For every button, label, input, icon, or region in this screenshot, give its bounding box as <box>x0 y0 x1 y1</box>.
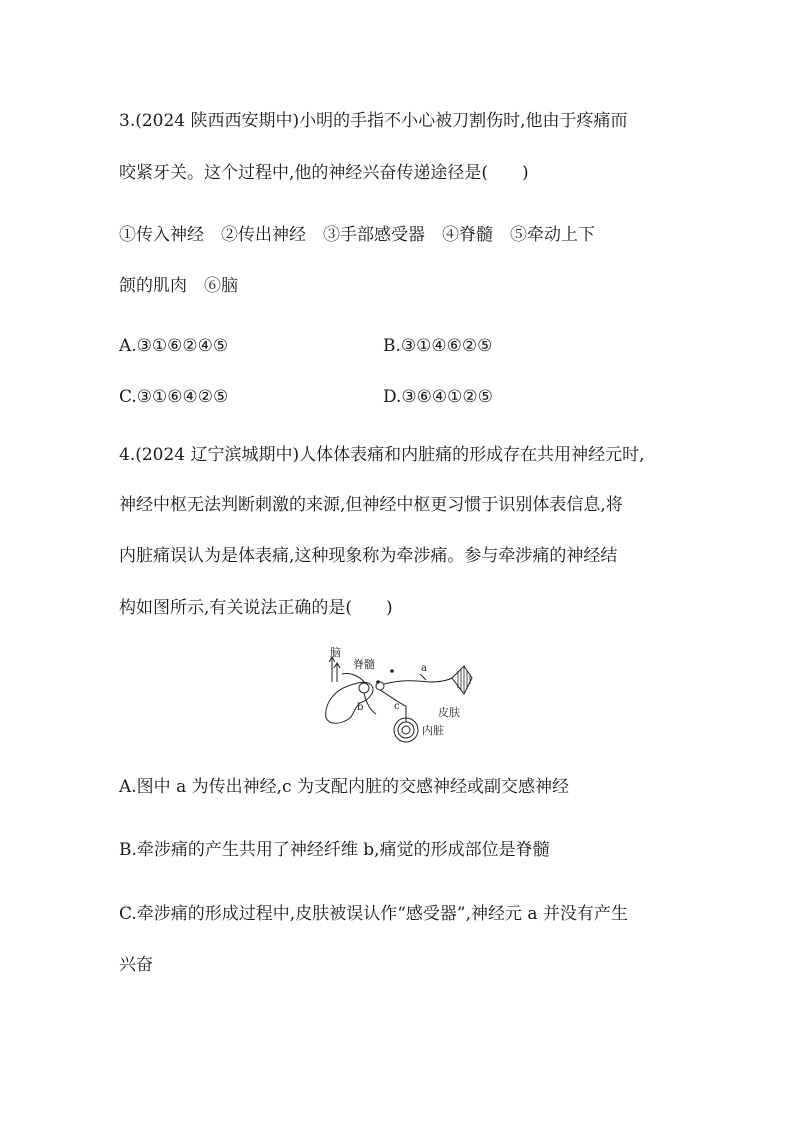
label-a: a <box>421 663 427 674</box>
q4-option-b[interactable]: B.牵涉痛的产生共用了神经纤维 b,痛觉的形成部位是脊髓 <box>119 840 550 860</box>
skin-receptor <box>452 666 472 694</box>
q3-option-c[interactable]: C.③①⑥④②⑤ <box>119 387 229 407</box>
q3-items-line-2: 颌的肌肉 ⑥脑 <box>119 276 238 296</box>
q3-stem-line-2: 咬紧牙关。这个过程中,他的神经兴奋传递途径是( ) <box>119 163 529 183</box>
q3-option-a[interactable]: A.③①⑥②④⑤ <box>119 336 229 356</box>
q3-option-b[interactable]: B.③①④⑥②⑤ <box>383 336 493 356</box>
fiber-c <box>380 690 406 706</box>
q3-items-line-1: ①传入神经 ②传出神经 ③手部感受器 ④脊髓 ⑤牵动上下 <box>119 225 595 245</box>
q4-option-c-line-2[interactable]: 兴奋 <box>119 955 153 975</box>
label-c: c <box>394 701 400 712</box>
nerve-structure-diagram <box>320 644 480 744</box>
q4-stem-line-2: 神经中枢无法判断刺激的来源,但神经中枢更习惯于识别体表信息,将 <box>119 495 623 515</box>
q3-option-d[interactable]: D.③⑥④①②⑤ <box>383 387 493 407</box>
stimulus-dot-1 <box>390 669 394 673</box>
label-b: b <box>357 702 364 713</box>
q4-stem-line-4: 构如图所示,有关说法正确的是( ) <box>119 598 393 618</box>
viscera-middle <box>398 722 414 738</box>
q4-option-a[interactable]: A.图中 a 为传出神经,c 为支配内脏的交感神经或副交感神经 <box>119 777 569 797</box>
label-skin: 皮肤 <box>438 706 460 719</box>
fiber-a <box>384 678 452 684</box>
q3-stem-line-1: 3.(2024 陕西西安期中)小明的手指不小心被刀割伤时,他由于疼痛而 <box>119 111 628 131</box>
stimulus-dot-2 <box>376 680 380 684</box>
spinal-cord-outline <box>326 682 373 723</box>
neuron-body-spinal <box>359 683 369 693</box>
label-viscera: 内脏 <box>422 724 444 737</box>
label-spinal-cord: 脊髓 <box>353 658 375 671</box>
q4-stem-line-1: 4.(2024 辽宁滨城期中)人体体表痛和内脏痛的形成存在共用神经元时, <box>119 445 645 465</box>
viscera-inner <box>402 726 410 734</box>
q4-stem-line-3: 内脏痛误认为是体表痛,这种现象称为牵涉痛。参与牵涉痛的神经结 <box>119 546 618 566</box>
q4-option-c-line-1[interactable]: C.牵涉痛的形成过程中,皮肤被误认作“感受器”,神经元 a 并没有产生 <box>119 904 628 924</box>
fiber-a-branch <box>420 674 426 680</box>
label-brain: 脑 <box>330 646 341 659</box>
